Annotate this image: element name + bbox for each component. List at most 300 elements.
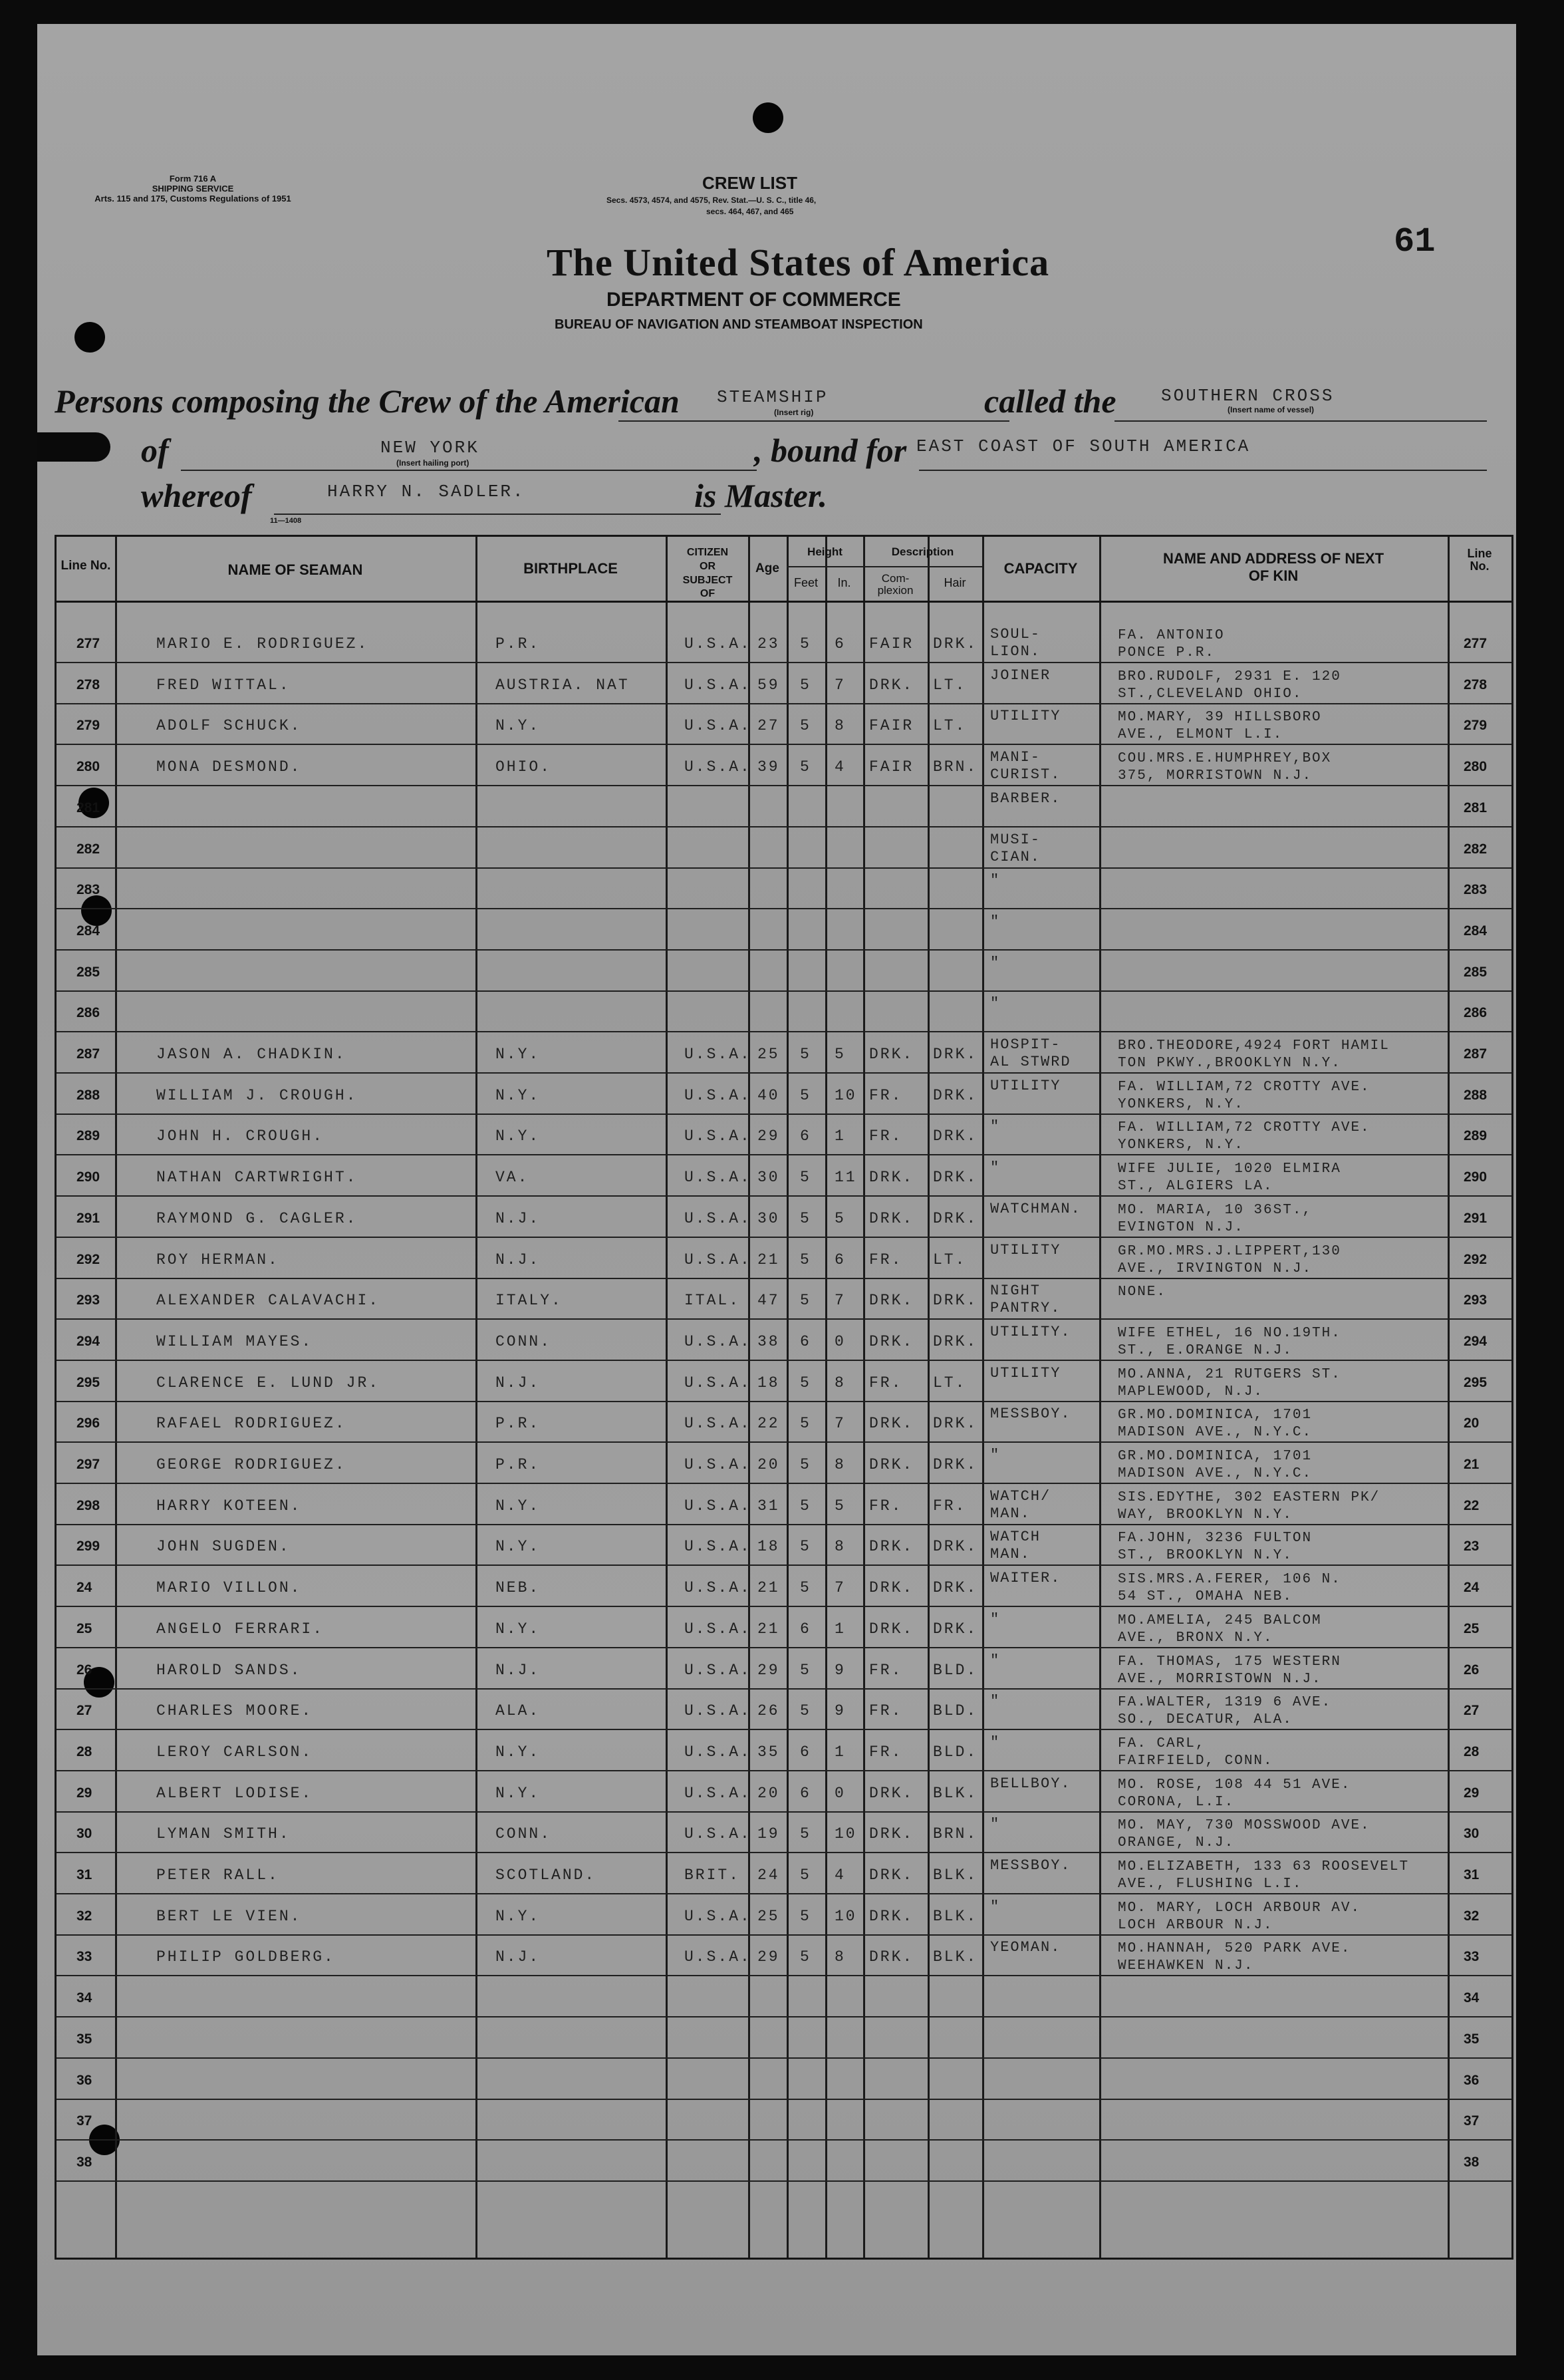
row-complexion: FR.	[869, 1086, 903, 1104]
row-capacity: UTILITY	[990, 708, 1061, 725]
row-birthplace: N.Y.	[495, 1497, 541, 1515]
row-birthplace: N.Y.	[495, 1907, 541, 1925]
crew-row	[57, 1896, 1511, 1937]
port-hint: (Insert hailing port)	[396, 458, 469, 468]
crew-row	[57, 1608, 1511, 1650]
crew-table	[55, 535, 1513, 2260]
row-line-number-right: 23	[1464, 1539, 1480, 1555]
row-line-number-right: 30	[1464, 1826, 1480, 1842]
row-line-number: 296	[76, 1415, 100, 1431]
row-hair: DRK.	[933, 1169, 978, 1187]
crew-row	[57, 1813, 1511, 1855]
row-birthplace: NEB.	[495, 1579, 541, 1597]
row-seaman-name: JASON A. CHADKIN.	[156, 1046, 346, 1063]
row-complexion: DRK.	[869, 1620, 914, 1638]
row-seaman-name: FRED WITTAL.	[156, 676, 291, 694]
row-complexion: DRK.	[869, 1169, 914, 1187]
row-complexion: DRK.	[869, 1907, 914, 1925]
row-seaman-name: ANGELO FERRARI.	[156, 1620, 325, 1638]
row-seaman-name: BERT LE VIEN.	[156, 1907, 302, 1925]
row-age: 23	[757, 635, 780, 653]
row-next-of-kin: ORANGE, N.J.	[1118, 1835, 1235, 1851]
row-line-number-right: 291	[1464, 1210, 1488, 1226]
col-header-complexion: Com-plexion	[877, 572, 914, 597]
row-rule	[57, 744, 1511, 745]
row-next-of-kin: FA. WILLIAM,72 CROTTY AVE.	[1118, 1120, 1370, 1136]
row-next-of-kin: MAPLEWOOD, N.J.	[1118, 1384, 1264, 1400]
row-birthplace: N.J.	[495, 1948, 541, 1966]
row-line-number-right: 292	[1464, 1251, 1488, 1267]
row-height-feet: 5	[800, 1538, 811, 1556]
row-line-number-right: 31	[1464, 1867, 1480, 1882]
row-line-number-right: 21	[1464, 1457, 1480, 1472]
row-citizen-of: U.S.A.	[684, 1127, 751, 1145]
row-height-feet: 5	[800, 1579, 811, 1597]
row-rule	[57, 1360, 1511, 1361]
row-citizen-of: U.S.A.	[684, 1086, 751, 1104]
row-height-feet: 5	[800, 1497, 811, 1515]
row-next-of-kin: FA.WALTER, 1319 6 AVE.	[1118, 1695, 1332, 1711]
crew-row	[57, 1280, 1511, 1321]
col-header-capacity: CAPACITY	[1003, 560, 1078, 577]
row-height-feet: 5	[800, 1046, 811, 1063]
row-next-of-kin: EVINGTON N.J.	[1118, 1219, 1244, 1235]
crew-row	[57, 1198, 1511, 1239]
row-rule	[57, 1237, 1511, 1238]
row-line-number: 38	[76, 2154, 92, 2170]
row-line-number-right: 279	[1464, 718, 1488, 734]
col-header-kin: NAME AND ADDRESS OF NEXT OF KIN	[1162, 550, 1384, 585]
row-next-of-kin: TON PKWY.,BROOKLYN N.Y.	[1118, 1056, 1341, 1071]
row-next-of-kin: SO., DECATUR, ALA.	[1118, 1712, 1293, 1728]
row-complexion: DRK.	[869, 676, 914, 694]
row-age: 25	[757, 1046, 780, 1063]
row-citizen-of: U.S.A.	[684, 1251, 751, 1268]
row-seaman-name: NATHAN CARTWRIGHT.	[156, 1169, 358, 1187]
row-seaman-name: WILLIAM MAYES.	[156, 1332, 313, 1350]
row-citizen-of: U.S.A.	[684, 1579, 751, 1597]
row-complexion: DRK.	[869, 1825, 914, 1843]
row-hair: DRK.	[933, 1579, 978, 1597]
crew-row	[57, 2060, 1511, 2101]
row-height-feet: 5	[800, 1251, 811, 1268]
crew-row	[57, 1978, 1511, 2019]
row-complexion: DRK.	[869, 1456, 914, 1473]
row-next-of-kin: 375, MORRISTOWN N.J.	[1118, 768, 1313, 784]
row-seaman-name: RAYMOND G. CAGLER.	[156, 1209, 358, 1227]
row-rule	[57, 1934, 1511, 1936]
row-line-number: 28	[76, 1743, 92, 1759]
row-rule	[57, 1031, 1511, 1032]
row-age: 21	[757, 1251, 780, 1268]
row-hair: BLD.	[933, 1702, 978, 1720]
row-line-number: 31	[76, 1867, 92, 1882]
row-line-number: 294	[76, 1333, 100, 1349]
crew-row	[57, 705, 1511, 746]
row-next-of-kin: NONE.	[1118, 1284, 1167, 1300]
row-line-number: 297	[76, 1457, 100, 1472]
row-next-of-kin: MADISON AVE., N.Y.C.	[1118, 1466, 1313, 1481]
row-complexion: FAIR	[869, 717, 914, 735]
row-seaman-name: ALBERT LODISE.	[156, 1784, 313, 1802]
row-birthplace: N.Y.	[495, 1538, 541, 1556]
row-citizen-of: U.S.A.	[684, 758, 751, 776]
row-rule	[57, 1811, 1511, 1813]
row-line-number-right: 293	[1464, 1292, 1488, 1308]
row-height-feet: 6	[800, 1620, 811, 1638]
row-citizen-of: U.S.A.	[684, 1415, 751, 1433]
row-next-of-kin: MO. MARY, LOCH ARBOUR AV.	[1118, 1900, 1361, 1916]
row-age: 20	[757, 1456, 780, 1473]
row-next-of-kin: COU.MRS.E.HUMPHREY,BOX	[1118, 751, 1332, 767]
crew-row	[57, 1650, 1511, 1691]
row-age: 25	[757, 1907, 780, 1925]
row-height-feet: 5	[800, 1866, 811, 1884]
row-seaman-name: PETER RALL.	[156, 1866, 279, 1884]
crew-row	[57, 869, 1511, 911]
row-age: 26	[757, 1702, 780, 1720]
row-line-number-right: 24	[1464, 1580, 1480, 1596]
row-height-inches: 10	[835, 1086, 857, 1104]
row-next-of-kin: FA. ANTONIO	[1118, 628, 1225, 643]
row-next-of-kin: WIFE JULIE, 1020 ELMIRA	[1118, 1161, 1341, 1177]
row-hair: DRK.	[933, 1292, 978, 1310]
row-line-number-right: 20	[1464, 1415, 1480, 1431]
row-next-of-kin: WAY, BROOKLYN N.Y.	[1118, 1507, 1293, 1523]
row-next-of-kin: FA.JOHN, 3236 FULTON	[1118, 1531, 1313, 1547]
row-next-of-kin: AVE., FLUSHING L.I.	[1118, 1876, 1303, 1892]
row-capacity: "	[990, 1447, 1001, 1463]
row-height-feet: 6	[800, 1127, 811, 1145]
crew-row	[57, 1690, 1511, 1731]
row-line-number: 295	[76, 1374, 100, 1390]
row-line-number: 298	[76, 1497, 100, 1513]
row-birthplace: N.Y.	[495, 1046, 541, 1063]
crew-row	[57, 1157, 1511, 1198]
col-header-line-no: Line No.	[61, 559, 111, 573]
crew-row	[57, 1239, 1511, 1280]
master-value: HARRY N. SADLER.	[327, 482, 525, 502]
row-line-number: 30	[76, 1826, 92, 1842]
row-capacity: BARBER.	[990, 790, 1061, 807]
row-line-number: 280	[76, 759, 100, 775]
row-line-number: 293	[76, 1292, 100, 1308]
vessel-hint: (Insert name of vessel)	[1228, 405, 1315, 414]
row-citizen-of: U.S.A.	[684, 1209, 751, 1227]
row-complexion: FR.	[869, 1374, 903, 1392]
row-capacity: SOUL-	[990, 626, 1041, 643]
row-line-number-right: 294	[1464, 1333, 1488, 1349]
row-height-inches: 0	[835, 1332, 846, 1350]
row-hair: BLK.	[933, 1948, 978, 1966]
row-line-number-right: 287	[1464, 1046, 1488, 1062]
row-height-inches: 8	[835, 1374, 846, 1392]
row-age: 22	[757, 1415, 780, 1433]
row-height-inches: 5	[835, 1046, 846, 1063]
row-birthplace: N.J.	[495, 1209, 541, 1227]
row-capacity: AL STWRD	[990, 1054, 1071, 1070]
department-heading: DEPARTMENT OF COMMERCE	[606, 289, 901, 311]
row-citizen-of: U.S.A.	[684, 1661, 751, 1679]
page-number: 61	[1394, 222, 1436, 261]
row-line-number: 285	[76, 964, 100, 980]
row-rule	[57, 990, 1511, 992]
col-header-description: Description	[891, 545, 954, 558]
row-capacity: HOSPIT-	[990, 1036, 1061, 1053]
row-age: 20	[757, 1784, 780, 1802]
row-next-of-kin: GR.MO.DOMINICA, 1701	[1118, 1408, 1313, 1423]
row-line-number-right: 288	[1464, 1087, 1488, 1103]
row-birthplace: CONN.	[495, 1332, 552, 1350]
row-citizen-of: U.S.A.	[684, 1743, 751, 1761]
row-height-feet: 5	[800, 1456, 811, 1473]
row-height-inches: 7	[835, 1292, 846, 1310]
row-height-inches: 8	[835, 1538, 846, 1556]
punch-hole	[753, 102, 783, 133]
crew-row	[57, 1075, 1511, 1116]
row-height-feet: 5	[800, 717, 811, 735]
row-next-of-kin: FA. WILLIAM,72 CROTTY AVE.	[1118, 1079, 1370, 1095]
row-height-feet: 5	[800, 1825, 811, 1843]
row-capacity: WATCH	[990, 1529, 1041, 1546]
row-rule	[57, 1606, 1511, 1607]
row-seaman-name: CHARLES MOORE.	[156, 1702, 313, 1720]
row-height-feet: 5	[800, 1907, 811, 1925]
height-subdivider	[787, 566, 863, 567]
row-line-number: 37	[76, 2113, 92, 2129]
row-line-number: 283	[76, 882, 100, 898]
row-next-of-kin: MO.ELIZABETH, 133 63 ROOSEVELT	[1118, 1859, 1410, 1874]
row-line-number: 26	[76, 1662, 92, 1678]
row-capacity: UTILITY	[990, 1241, 1061, 1259]
row-line-number: 34	[76, 1990, 92, 2006]
row-rule	[57, 1441, 1511, 1443]
row-rule	[57, 1401, 1511, 1402]
row-rule	[57, 785, 1511, 786]
row-birthplace: N.J.	[495, 1661, 541, 1679]
row-height-feet: 5	[800, 758, 811, 776]
row-capacity: "	[990, 1159, 1001, 1177]
crew-row	[57, 1362, 1511, 1404]
row-height-inches: 7	[835, 1579, 846, 1597]
row-capacity: UTILITY.	[990, 1323, 1071, 1340]
form-id: Form 716 A SHIPPING SERVICE Arts. 115 and 175, Customs Regulations of 1951	[94, 174, 291, 204]
row-line-number-right: 27	[1464, 1703, 1480, 1719]
row-next-of-kin: SIS.MRS.A.FERER, 106 N.	[1118, 1572, 1341, 1588]
row-line-number-right: 280	[1464, 759, 1488, 775]
crew-row	[57, 788, 1511, 829]
row-next-of-kin: CORONA, L.I.	[1118, 1794, 1235, 1810]
destination-value: EAST COAST OF SOUTH AMERICA	[916, 436, 1251, 456]
row-next-of-kin: FA. THOMAS, 175 WESTERN	[1118, 1654, 1341, 1670]
row-height-inches: 4	[835, 758, 846, 776]
header-divider	[57, 601, 1511, 603]
row-next-of-kin: SIS.EDYTHE, 302 EASTERN PK/	[1118, 1489, 1380, 1505]
row-citizen-of: U.S.A.	[684, 1497, 751, 1515]
row-height-feet: 5	[800, 635, 811, 653]
row-rule	[57, 2139, 1511, 2141]
destination-line	[919, 470, 1487, 471]
row-hair: BLK.	[933, 1907, 978, 1925]
rig-value: STEAMSHIP	[717, 387, 829, 407]
row-height-feet: 5	[800, 1702, 811, 1720]
row-line-number: 278	[76, 676, 100, 692]
row-capacity: "	[990, 1898, 1001, 1915]
row-line-number: 281	[76, 800, 100, 816]
row-line-number-right: 28	[1464, 1743, 1480, 1759]
row-next-of-kin: BRO.THEODORE,4924 FORT HAMIL	[1118, 1038, 1390, 1054]
punch-hole	[74, 322, 105, 353]
crew-row	[57, 2101, 1511, 2142]
row-birthplace: OHIO.	[495, 758, 552, 776]
row-next-of-kin: PONCE P.R.	[1118, 645, 1216, 661]
row-hair: BLD.	[933, 1743, 978, 1761]
row-age: 24	[757, 1866, 780, 1884]
row-rule	[57, 949, 1511, 951]
row-capacity: "	[990, 1652, 1001, 1669]
row-seaman-name: RAFAEL RODRIGUEZ.	[156, 1415, 346, 1433]
row-seaman-name: MARIO VILLON.	[156, 1579, 302, 1597]
row-line-number: 25	[76, 1620, 92, 1636]
row-birthplace: N.Y.	[495, 1784, 541, 1802]
row-line-number-right: 25	[1464, 1620, 1480, 1636]
row-seaman-name: GEORGE RODRIGUEZ.	[156, 1456, 346, 1473]
row-birthplace: SCOTLAND.	[495, 1866, 596, 1884]
statute-line: Secs. 4573, 4574, and 4575, Rev. Stat.—U. S. C., title 46,	[606, 196, 817, 205]
row-rule	[57, 867, 1511, 869]
row-birthplace: ITALY.	[495, 1292, 563, 1310]
row-citizen-of: U.S.A.	[684, 1784, 751, 1802]
crew-row	[57, 1403, 1511, 1444]
row-line-number-right: 278	[1464, 676, 1488, 692]
row-next-of-kin: MO. ROSE, 108 44 51 AVE.	[1118, 1777, 1351, 1793]
row-height-inches: 1	[835, 1620, 846, 1638]
row-capacity: WAITER.	[990, 1570, 1061, 1587]
row-rule	[57, 1729, 1511, 1730]
row-rule	[57, 662, 1511, 663]
row-height-feet: 5	[800, 1661, 811, 1679]
row-line-number-right: 38	[1464, 2154, 1480, 2170]
col-header-height: Height	[807, 545, 843, 558]
row-age: 29	[757, 1948, 780, 1966]
row-capacity: WATCHMAN.	[990, 1200, 1081, 1217]
row-height-inches: 6	[835, 635, 846, 653]
row-hair: BLK.	[933, 1784, 978, 1802]
row-capacity: "	[990, 1118, 1001, 1135]
row-birthplace: N.Y.	[495, 717, 541, 735]
vessel-line	[1114, 420, 1487, 422]
row-height-inches: 5	[835, 1209, 846, 1227]
row-capacity: "	[990, 1693, 1001, 1710]
row-age: 38	[757, 1332, 780, 1350]
row-next-of-kin: YONKERS, N.Y.	[1118, 1137, 1244, 1153]
row-hair: FR.	[933, 1497, 967, 1515]
row-rule	[57, 1114, 1511, 1115]
vessel-value: SOUTHERN CROSS	[1161, 386, 1335, 406]
row-complexion: DRK.	[869, 1209, 914, 1227]
row-height-inches: 1	[835, 1743, 846, 1761]
crew-row	[57, 1731, 1511, 1773]
row-line-number-right: 29	[1464, 1785, 1480, 1801]
row-line-number: 277	[76, 636, 100, 651]
col-header-age: Age	[755, 561, 779, 575]
row-capacity: NIGHT	[990, 1282, 1041, 1300]
crew-row	[57, 1116, 1511, 1157]
row-next-of-kin: ST., BROOKLYN N.Y.	[1118, 1548, 1293, 1564]
row-next-of-kin: 54 ST., OMAHA NEB.	[1118, 1589, 1293, 1605]
row-citizen-of: U.S.A.	[684, 1907, 751, 1925]
row-height-feet: 5	[800, 1209, 811, 1227]
row-line-number-right: 285	[1464, 964, 1488, 980]
row-next-of-kin: GR.MO.DOMINICA, 1701	[1118, 1449, 1313, 1464]
row-next-of-kin: WEEHAWKEN N.J.	[1118, 1958, 1254, 1974]
of-label: of	[141, 432, 169, 469]
row-capacity: MAN.	[990, 1546, 1031, 1563]
row-line-number-right: 282	[1464, 841, 1488, 857]
row-line-number: 27	[76, 1703, 92, 1719]
row-rule	[57, 1893, 1511, 1894]
row-rule	[57, 1154, 1511, 1155]
row-hair: DRK.	[933, 1046, 978, 1063]
row-complexion: FAIR	[869, 758, 914, 776]
crew-row	[57, 2019, 1511, 2060]
crew-row	[57, 623, 1511, 665]
row-citizen-of: U.S.A.	[684, 1456, 751, 1473]
col-header-name: NAME OF SEAMAN	[227, 561, 363, 578]
row-complexion: FR.	[869, 1661, 903, 1679]
row-height-inches: 10	[835, 1825, 857, 1843]
row-next-of-kin: ST.,CLEVELAND OHIO.	[1118, 686, 1303, 702]
row-rule	[57, 2016, 1511, 2017]
row-hair: DRK.	[933, 1538, 978, 1556]
row-rule	[57, 1483, 1511, 1484]
row-height-feet: 6	[800, 1743, 811, 1761]
row-height-inches: 11	[835, 1169, 857, 1187]
row-citizen-of: U.S.A.	[684, 1046, 751, 1063]
row-line-number-right: 26	[1464, 1662, 1480, 1678]
row-capacity: CIAN.	[990, 848, 1041, 865]
row-height-feet: 5	[800, 1292, 811, 1310]
row-seaman-name: MONA DESMOND.	[156, 758, 302, 776]
row-birthplace: P.R.	[495, 1415, 541, 1433]
row-next-of-kin: AVE., MORRISTOWN N.J.	[1118, 1671, 1322, 1687]
row-height-inches: 8	[835, 1948, 846, 1966]
row-hair: DRK.	[933, 1086, 978, 1104]
row-height-feet: 6	[800, 1332, 811, 1350]
row-capacity: UTILITY	[990, 1364, 1061, 1382]
row-capacity: MUSI-	[990, 831, 1041, 848]
row-height-inches: 8	[835, 1456, 846, 1473]
row-hair: BRN.	[933, 1825, 978, 1843]
row-capacity: "	[990, 995, 1001, 1012]
row-seaman-name: CLARENCE E. LUND JR.	[156, 1374, 380, 1392]
row-age: 21	[757, 1579, 780, 1597]
row-rule	[57, 703, 1511, 704]
row-rule	[57, 908, 1511, 909]
row-next-of-kin: LOCH ARBOUR N.J.	[1118, 1917, 1273, 1933]
row-seaman-name: JOHN SUGDEN.	[156, 1538, 291, 1556]
row-line-number-right: 289	[1464, 1128, 1488, 1144]
row-rule	[57, 1318, 1511, 1320]
row-hair: DRK.	[933, 1127, 978, 1145]
row-line-number: 32	[76, 1908, 92, 1924]
row-capacity: PANTRY.	[990, 1300, 1061, 1317]
crew-row	[57, 665, 1511, 706]
port-value: NEW YORK	[380, 438, 479, 458]
row-line-number: 282	[76, 841, 100, 857]
crew-row	[57, 1567, 1511, 1608]
col-header-citizen: CITIZEN OR SUBJECT OF	[682, 547, 733, 600]
